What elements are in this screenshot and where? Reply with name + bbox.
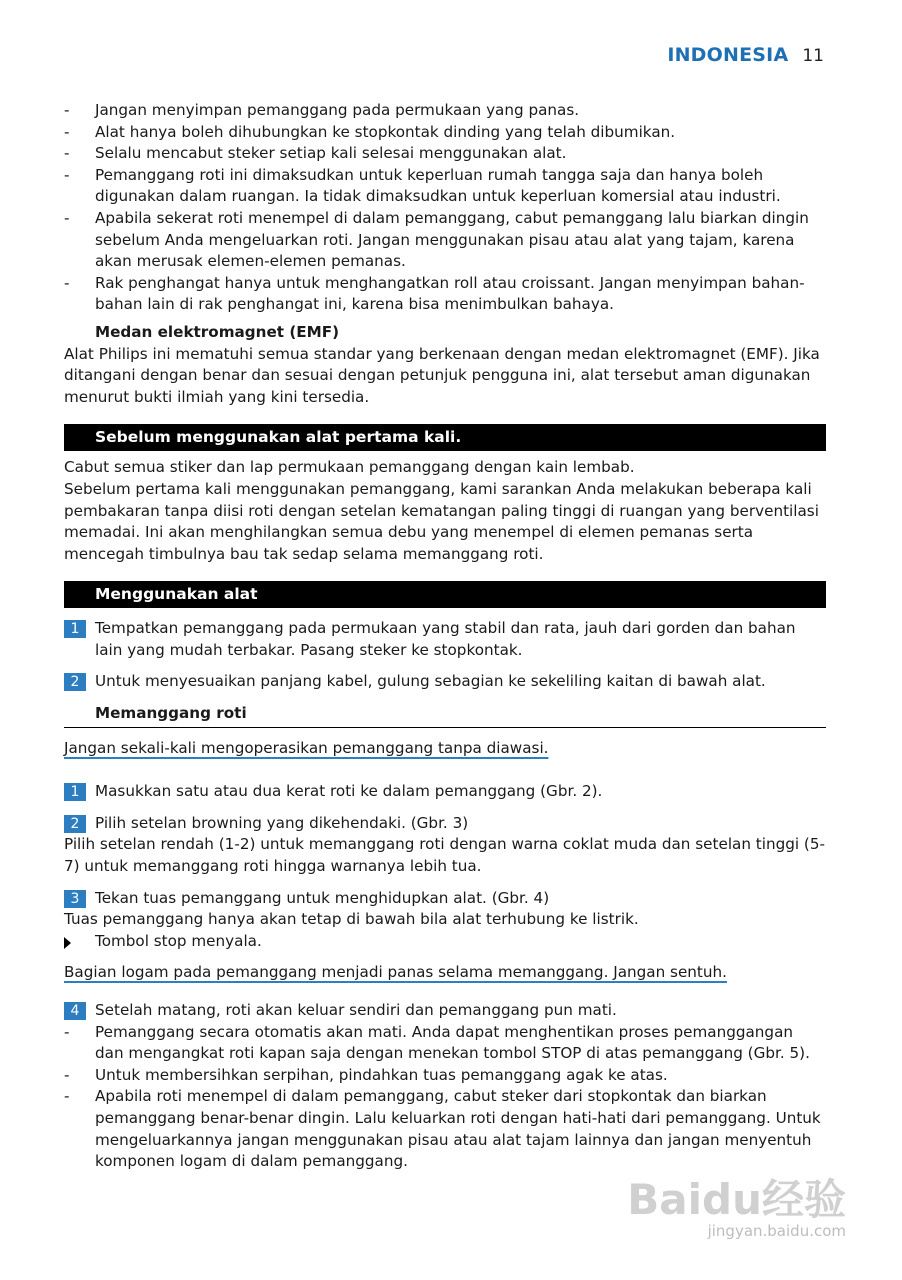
step-3-note: Tuas pemanggang hanya akan tetap di bawah bila alat terhubung ke listrik. (64, 910, 639, 929)
step-number-badge: 2 (64, 673, 86, 691)
toasting-step-1: 1 Masukkan satu atau dua kerat roti ke dalam pemanggang (Gbr. 2). (64, 781, 826, 803)
toasting-step-4: 4 Setelah matang, roti akan keluar sendiri dan pemanggang pun mati. (64, 1000, 826, 1022)
step-number-badge: 3 (64, 890, 86, 908)
list-item: - Untuk membersihkan serpihan, pindahkan tuas pemanggang agak ke atas. (64, 1065, 668, 1084)
result-arrow-icon (64, 937, 71, 949)
list-item: - Jangan menyimpan pemanggang pada permukaan yang panas. (64, 101, 580, 119)
emf-heading: Medan elektromagnet (EMF) (95, 322, 340, 341)
warning-unattended: Jangan sekali-kali mengoperasikan pemanggang tanpa diawasi. (64, 738, 549, 757)
watermark-url: jingyan.baidu.com (707, 1222, 846, 1240)
list-item: - Apabila sekerat roti menempel di dalam pemanggang, cabut pemanggang lalu biarkan dingin sebelum Anda mengeluarkan roti. Jangan menggunakan pisau atau alat yang tajam, karena akan merusak elemen-elemen pemanas. (64, 208, 809, 271)
warning-hot-metal: Bagian logam pada pemanggang menjadi panas selama memanggang. Jangan sentuh. (64, 963, 727, 982)
toasting-step-3: 3 Tekan tuas pemanggang untuk menghidupkan alat. (Gbr. 4) (64, 888, 826, 910)
section-heading-using: Menggunakan alat (64, 581, 826, 608)
step-number-badge: 1 (64, 783, 86, 801)
step-number-badge: 2 (64, 815, 86, 833)
page-header (667, 44, 824, 66)
list-item: - Apabila roti menempel di dalam pemanggang, cabut steker dari stopkontak dan biarkan pemanggang benar-benar dingin. Lalu keluarkan roti dengan hati-hati dari pemanggang. Untuk mengeluarkannya jangan menggunakan pisau atau alat tajam lainnya dan jangan menyentuh komponen logam di dalam pemanggang. (64, 1087, 821, 1171)
document-body (64, 100, 826, 1173)
list-item: - Selalu mencabut steker setiap kali selesai menggunakan alat. (64, 144, 567, 163)
toasting-step-2: 2 Pilih setelan browning yang dikehendaki. (Gbr. 3) (64, 813, 826, 835)
list-item: - Alat hanya boleh dihubungkan ke stopkontak dinding yang telah dibumikan. (64, 122, 676, 141)
baidu-watermark (627, 1175, 846, 1240)
list-item: - Pemanggang secara otomatis akan mati. Anda dapat menghentikan proses pemanggangan dan mengangkat roti kapan saja dengan menekan tombol STOP di atas pemanggang (Gbr. 5). (64, 1022, 810, 1063)
using-step-2: 2 Untuk menyesuaikan panjang kabel, gulung sebagian ke sekeliling kaitan di bawah alat. (64, 671, 826, 693)
step-number-badge: 4 (64, 1002, 86, 1020)
toasting-heading: Memanggang roti (64, 703, 826, 728)
before-first-use-line-2: Sebelum pertama kali menggunakan pemanggang, kami sarankan Anda melakukan beberapa kali pembakaran tanpa diisi roti dengan setelan kematangan paling tinggi di ruangan yang berventilasi memadai. Ini akan menghilangkan semua debu yang menempel di elemen pemanas serta mencegah timbulnya bau tak sedap selama memanggang roti. (64, 479, 819, 563)
language-label: INDONESIA (667, 44, 789, 66)
using-step-1: 1 Tempatkan pemanggang pada permukaan yang stabil dan rata, jauh dari gorden dan bahan lain yang mudah terbakar. Pasang steker ke stopkontak. (64, 618, 826, 661)
step-2-note: Pilih setelan rendah (1-2) untuk memanggang roti dengan warna coklat muda dan setelan tinggi (5-7) untuk memanggang roti hingga warnanya lebih tua. (64, 835, 825, 876)
section-heading-before-first-use: Sebelum menggunakan alat pertama kali. (64, 424, 826, 451)
baidu-logo: Baidu经验 (627, 1175, 846, 1224)
step-number-badge: 1 (64, 620, 86, 638)
before-first-use-line-1: Cabut semua stiker dan lap permukaan pemanggang dengan kain lembab. (64, 458, 635, 477)
list-item: - Rak penghangat hanya untuk menghangatkan roll atau croissant. Jangan menyimpan bahan-bahan lain di rak penghangat ini, karena bisa menimbulkan bahaya. (64, 273, 805, 314)
page-number: 11 (802, 46, 824, 66)
emf-paragraph: Alat Philips ini mematuhi semua standar yang berkenaan dengan medan elektromagnet (EMF). Jika ditangani dengan benar dan sesuai dengan petunjuk pengguna ini, alat tersebut aman digunakan menurut bukti ilmiah yang kini tersedia. (64, 344, 820, 406)
result-item: Tombol stop menyala. (64, 931, 826, 953)
list-item: - Pemanggang roti ini dimaksudkan untuk keperluan rumah tangga saja dan hanya boleh digunakan dalam ruangan. Ia tidak dimaksudkan untuk keperluan komersial atau industri. (64, 165, 781, 206)
